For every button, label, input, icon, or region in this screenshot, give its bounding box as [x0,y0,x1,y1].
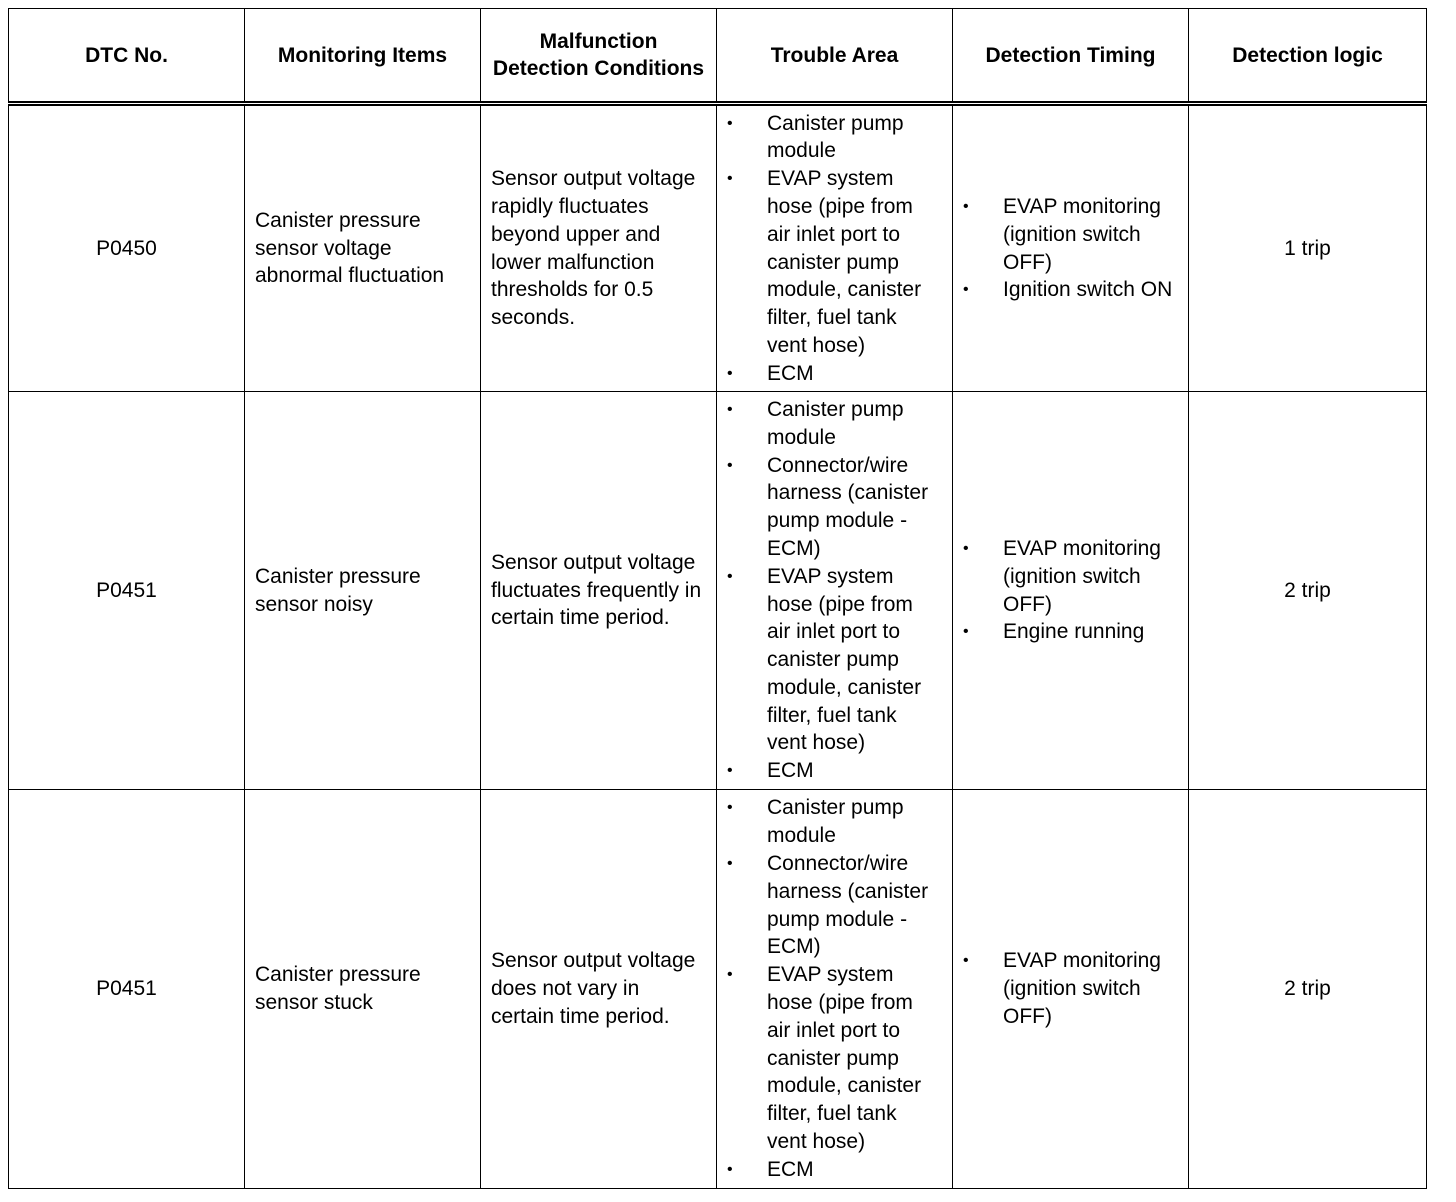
monitoring-item: Canister pressure sensor voltage abnormal fluctuation [245,104,481,392]
detection-logic: 2 trip [1189,392,1427,790]
table-row [9,104,1427,392]
detection-timing-list [963,947,1178,1030]
detection-condition: Sensor output voltage does not vary in certain time period. [481,790,717,1189]
trouble-area-item: • EVAP system hose (pipe from air inlet port to canister pump module, canister filter, fuel tank vent hose) [727,563,942,758]
detection-condition: Sensor output voltage fluctuates frequently in certain time period. [481,392,717,790]
trouble-area-item: • EVAP system hose (pipe from air inlet port to canister pump module, canister filter, fuel tank vent hose) [727,961,942,1156]
trouble-area-item: • EVAP system hose (pipe from air inlet port to canister pump module, canister filter, fuel tank vent hose) [727,165,942,360]
trouble-area-item: • Connector/wire harness (canister pump module - ECM) [727,452,942,563]
header-trouble-area: Trouble Area [717,9,953,104]
trouble-area-item: • Canister pump module [727,110,942,166]
table-row [9,790,1427,1189]
detection-condition: Sensor output voltage rapidly fluctuates beyond upper and lower malfunction thresholds for 0.5 seconds. [481,104,717,392]
dtc-table [8,8,1427,1189]
detection-logic: 2 trip [1189,790,1427,1189]
trouble-area-list [727,110,942,388]
trouble-area-cell [717,104,953,392]
dtc-code: P0451 [9,790,245,1189]
detection-timing-cell [953,392,1189,790]
trouble-area-list [727,396,942,785]
trouble-area-cell [717,392,953,790]
header-detection-timing: Detection Timing [953,9,1189,104]
header-detection-logic: Detection logic [1189,9,1427,104]
header-monitoring-items: Monitoring Items [245,9,481,104]
detection-timing-item: • EVAP monitoring (ignition switch OFF) [963,947,1178,1030]
dtc-code: P0451 [9,392,245,790]
trouble-area-item: • ECM [727,1156,942,1184]
trouble-area-list [727,794,942,1183]
trouble-area-item: • Canister pump module [727,794,942,850]
detection-timing-cell [953,790,1189,1189]
monitoring-item: Canister pressure sensor noisy [245,392,481,790]
header-malfunction-detection-conditions: Malfunction Detection Conditions [481,9,717,104]
trouble-area-cell [717,790,953,1189]
header-row [9,9,1427,104]
detection-timing-item: • Engine running [963,618,1178,646]
detection-logic: 1 trip [1189,104,1427,392]
trouble-area-item: • ECM [727,360,942,388]
trouble-area-item: • Canister pump module [727,396,942,452]
monitoring-item: Canister pressure sensor stuck [245,790,481,1189]
header-dtc-no: DTC No. [9,9,245,104]
table-body [9,104,1427,1189]
detection-timing-item: • Ignition switch ON [963,276,1178,304]
detection-timing-list [963,535,1178,646]
trouble-area-item: • Connector/wire harness (canister pump module - ECM) [727,850,942,961]
detection-timing-list [963,193,1178,304]
dtc-code: P0450 [9,104,245,392]
table-row [9,392,1427,790]
detection-timing-cell [953,104,1189,392]
table-header [9,9,1427,104]
detection-timing-item: • EVAP monitoring (ignition switch OFF) [963,535,1178,618]
detection-timing-item: • EVAP monitoring (ignition switch OFF) [963,193,1178,276]
trouble-area-item: • ECM [727,757,942,785]
